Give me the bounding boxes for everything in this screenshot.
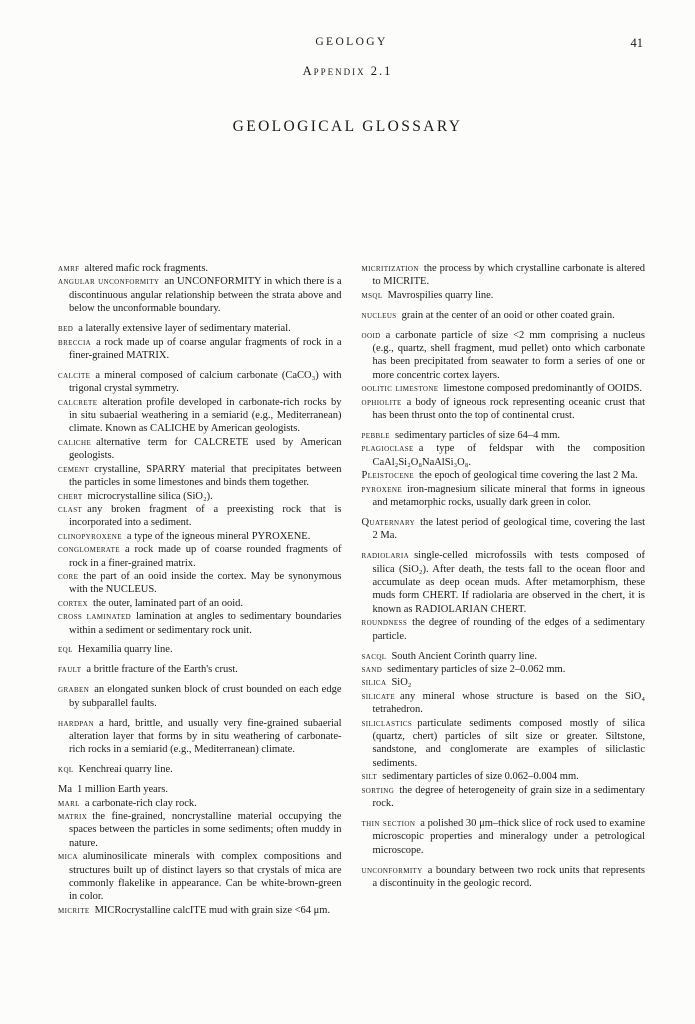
glossary-definition: a rock made up of coarse rounded fragments of rock in a finer-grained matrix. — [69, 544, 342, 569]
glossary-term: fault — [58, 664, 82, 676]
glossary-definition: iron-magnesium silicate mineral that forms in igneous and metamorphic rocks, usually dark green in color. — [372, 483, 645, 508]
glossary-term: nucleus — [361, 309, 397, 321]
glossary-term: conglomerate — [58, 544, 120, 556]
glossary-entry — [58, 543, 342, 570]
glossary-term: thin section — [361, 817, 416, 829]
glossary-definition: a rock made up of coarse angular fragments of rock in a finer-grained MATRIX. — [69, 336, 342, 361]
glossary-term: Ma — [58, 784, 72, 796]
glossary-entry — [362, 676, 646, 689]
letter-group — [58, 683, 342, 710]
glossary-entry — [58, 336, 342, 363]
glossary-term: clinopyroxene — [58, 530, 122, 542]
glossary-entry — [362, 469, 646, 482]
glossary-entry — [58, 810, 342, 850]
letter-group — [362, 309, 646, 322]
glossary-definition: the process by which crystalline carbonate is altered to MICRITE. — [372, 263, 645, 288]
glossary-term: roundness — [361, 617, 408, 629]
letter-group — [362, 329, 646, 423]
glossary-term: calcrete — [58, 396, 98, 408]
glossary-term: matrix — [58, 811, 88, 823]
letter-group — [362, 864, 646, 891]
glossary-entry — [362, 329, 646, 383]
glossary-entry — [58, 275, 342, 315]
glossary-term: breccia — [58, 336, 92, 348]
glossary-entry — [362, 784, 646, 811]
glossary-entry — [58, 597, 342, 610]
glossary-term: silica — [361, 677, 387, 689]
glossary-entry — [58, 643, 342, 656]
glossary-entry — [58, 904, 342, 917]
letter-group — [362, 262, 646, 302]
glossary-term: Pleistocene — [361, 470, 414, 482]
glossary-entry — [362, 690, 646, 717]
letter-group — [58, 763, 342, 776]
glossary-entry — [362, 396, 646, 423]
glossary-definition: any broken fragment of a preexisting rock that is incorporated into a sediment. — [69, 503, 342, 529]
glossary-definition: aluminosilicate minerals with complex compositions and structures built up of distinct layers so that crystals of mica are commonly flakelike in appearance. Can be white-brown-green in color. — [69, 851, 342, 903]
glossary-definition: Kenchreai quarry line. — [78, 764, 173, 776]
glossary-term: mica — [58, 851, 78, 863]
letter-group — [58, 262, 342, 316]
glossary-definition: a hard, brittle, and usually very fine-grained subaerial alteration layer that forms by in situ weathering of carbonate-rich rocks in a semiarid (e.g., Mediterranean) climate. — [69, 717, 342, 756]
glossary-entry — [362, 616, 646, 643]
glossary-term: siliclastics — [361, 717, 413, 729]
glossary-entry — [362, 864, 646, 891]
glossary-definition: a laterally extensive layer of sedimentary material. — [78, 323, 291, 335]
glossary-entry — [362, 516, 646, 543]
glossary-definition: single-celled microfossils with tests composed of silica (SiO₂). After death, the tests fall to the ocean floor and accumulate as deep ocean muds. After metamorphism, these muds form CHERT. If radiolaria are observed in the chert, it is known as RADIOLARIAN CHERT. — [372, 550, 645, 615]
glossary-term: bed — [58, 323, 74, 335]
glossary-term: hardpan — [58, 717, 94, 729]
glossary-term: oolitic limestone — [361, 383, 439, 395]
glossary-definition: an elongated sunken block of crust bounded on each edge by subparallel faults. — [69, 684, 342, 709]
glossary-definition: MICRocrystalline calcITE mud with grain size <64 μm. — [94, 904, 331, 916]
letter-group — [58, 663, 342, 676]
glossary-definition: a boundary between two rock units that represents a discontinuity in the geologic record. — [372, 864, 645, 890]
glossary-entry — [58, 683, 342, 710]
glossary-term: Quaternary — [361, 516, 416, 528]
glossary-definition: microcrystalline silica (SiO₂). — [87, 490, 213, 502]
glossary-definition: the latest period of geological time, covering the last 2 Ma. — [372, 516, 645, 542]
glossary-term: core — [58, 570, 79, 582]
letter-group — [362, 549, 646, 643]
glossary-entry — [58, 797, 342, 810]
letter-group — [58, 643, 342, 656]
glossary-definition: alteration profile developed in carbonate-rich rocks by in situ subaerial weathering in a semiarid (e.g., Mediterranean) climate. Known as CALICHE by American geologists. — [69, 396, 342, 435]
glossary-definition: a mineral composed of calcium carbonate (CaCO₃) with trigonal crystal symmetry. — [69, 369, 342, 395]
page-number: 41 — [630, 36, 643, 50]
glossary-entry — [362, 429, 646, 442]
letter-group — [362, 650, 646, 811]
glossary-term: plagioclase — [361, 443, 414, 455]
glossary-definition: sedimentary particles of size 2–0.062 mm. — [387, 663, 566, 675]
glossary-entry — [58, 369, 342, 396]
glossary-definition: grain at the center of an ooid or other coated grain. — [401, 309, 615, 321]
letter-group — [362, 817, 646, 857]
glossary-entry — [362, 717, 646, 771]
letter-group — [58, 717, 342, 757]
glossary-entry — [58, 850, 342, 904]
glossary-definition: a polished 30 μm–thick slice of rock used to examine microscopic properties and mineralogy under a petrological microscope. — [372, 817, 645, 856]
glossary-column-left — [58, 262, 342, 917]
glossary-term: silt — [361, 771, 378, 783]
glossary-definition: SiO₂ — [391, 677, 412, 689]
glossary-term: sacql — [361, 650, 387, 662]
glossary-entry — [58, 763, 342, 776]
glossary-entry — [362, 262, 646, 289]
letter-group — [58, 783, 342, 917]
glossary-entry — [58, 610, 342, 637]
glossary-entry — [58, 717, 342, 757]
glossary-definition: crystalline, SPARRY material that precipitates between the particles in some limestones and binds them together. — [69, 463, 342, 489]
glossary-term: graben — [58, 684, 90, 696]
glossary-term: eql — [58, 644, 73, 656]
glossary-term: ophiolite — [361, 396, 402, 408]
glossary-term: micritization — [361, 263, 419, 274]
appendix-label: Appendix 2.1 — [302, 64, 393, 78]
glossary-definition: alternative term for CALCRETE used by American geologists. — [69, 436, 342, 462]
letter-group — [362, 429, 646, 509]
glossary-term: micrite — [58, 904, 90, 916]
glossary-definition: sedimentary particles of size 0.062–0.004 mm. — [382, 771, 579, 783]
glossary-entry — [58, 783, 342, 796]
glossary-definition: particulate sediments composed mostly of silica (quartz, chert) particles of silt size or greater. Siltstone, sandstone, and conglomerate are examples of siliclastic sediments. — [372, 717, 645, 769]
glossary-term: sorting — [361, 784, 395, 796]
running-head-row — [58, 36, 645, 52]
glossary-definition: a brittle fracture of the Earth's crust. — [86, 664, 238, 676]
glossary-definition: the outer, laminated part of an ooid. — [92, 597, 244, 609]
glossary-term: kql — [58, 764, 74, 776]
glossary-definition: limestone composed predominantly of OOIDS. — [443, 383, 643, 395]
glossary-entry — [58, 436, 342, 463]
glossary-definition: the fine-grained, noncrystalline material occupying the spaces between the particles in some sediments; often muddy in nature. — [69, 811, 342, 849]
glossary-definition: altered mafic rock fragments. — [84, 263, 209, 274]
glossary-definition: the degree of heterogeneity of grain size in a sedimentary rock. — [372, 784, 645, 810]
glossary-definition: a type of feldspar with the composition CaAl₂Si₂O₈NaAlSi₃O₈. — [372, 443, 645, 468]
glossary-entry — [58, 503, 342, 530]
glossary-term: pebble — [361, 429, 390, 441]
glossary-term: silicate — [361, 690, 396, 702]
glossary-entry — [362, 549, 646, 616]
glossary-entry — [58, 663, 342, 676]
glossary-term: sand — [361, 663, 383, 675]
glossary-entry — [362, 289, 646, 302]
glossary-entry — [58, 530, 342, 543]
glossary-definition: any mineral whose structure is based on the SiO₄ tetrahedron. — [372, 690, 645, 716]
glossary-term: cortex — [58, 597, 88, 609]
glossary-definition: an UNCONFORMITY in which there is a discontinuous angular relationship between the strata above and below the unconformable boundary. — [69, 276, 342, 315]
glossary-definition: sedimentary particles of size 64–4 mm. — [394, 429, 561, 441]
letter-group — [58, 322, 342, 362]
glossary-term: pyroxene — [361, 483, 403, 495]
glossary-term: cement — [58, 463, 90, 475]
letter-group — [362, 516, 646, 543]
glossary-entry — [362, 663, 646, 676]
glossary-term: clast — [58, 503, 83, 515]
glossary-term: calcite — [58, 369, 91, 381]
letter-group — [58, 369, 342, 637]
glossary-entry — [362, 770, 646, 783]
glossary-entry — [58, 322, 342, 335]
glossary-entry — [58, 570, 342, 597]
glossary-definition: the epoch of geological time covering the last 2 Ma. — [419, 470, 638, 482]
glossary-definition: a carbonate particle of size <2 mm comprising a nucleus (e.g., quartz, shell fragment, mud pellet) onto which carbonate has been precipitated from seawater to form a series of one or more concentric cortex layers. — [372, 329, 645, 381]
glossary-term: caliche — [58, 436, 92, 448]
glossary-definition: a carbonate-rich clay rock. — [84, 797, 197, 809]
glossary-term: unconformity — [361, 864, 423, 876]
glossary-term: chert — [58, 490, 83, 502]
glossary-entry — [362, 483, 646, 510]
glossary-entry — [362, 382, 646, 395]
glossary-entry — [58, 463, 342, 490]
glossary-term: msql — [361, 289, 383, 301]
page-title: GEOLOGICAL GLOSSARY — [232, 118, 463, 135]
glossary-definition: lamination at angles to sedimentary boundaries within a sediment or sedimentary rock unit. — [69, 611, 342, 636]
glossary — [58, 262, 645, 917]
glossary-entry — [58, 262, 342, 275]
glossary-entry — [362, 650, 646, 663]
running-title: GEOLOGY — [315, 36, 388, 48]
glossary-definition: a body of igneous rock representing oceanic crust that has been thrust onto the top of continental crust. — [372, 396, 645, 422]
glossary-term: radiolaria — [361, 550, 410, 562]
glossary-entry — [58, 396, 342, 436]
glossary-term: ooid — [361, 329, 381, 341]
glossary-term: marl — [58, 797, 80, 809]
glossary-definition: Hexamilia quarry line. — [77, 644, 173, 656]
glossary-term: angular unconformity — [58, 276, 160, 288]
glossary-entry — [362, 817, 646, 857]
glossary-definition: the part of an ooid inside the cortex. May be synonymous with the NUCLEUS. — [69, 570, 342, 596]
glossary-term: amrf — [58, 263, 80, 274]
glossary-definition: South Ancient Corinth quarry line. — [391, 650, 537, 662]
glossary-definition: a type of the igneous mineral PYROXENE. — [126, 530, 311, 542]
glossary-entry — [362, 309, 646, 322]
glossary-entry — [362, 442, 646, 469]
glossary-definition: Mavrospilies quarry line. — [387, 289, 494, 301]
glossary-definition: the degree of rounding of the edges of a sedimentary particle. — [372, 617, 645, 642]
glossary-term: cross laminated — [58, 611, 132, 623]
glossary-definition: 1 million Earth years. — [77, 784, 168, 796]
glossary-entry — [58, 490, 342, 503]
glossary-column-right — [362, 262, 646, 917]
